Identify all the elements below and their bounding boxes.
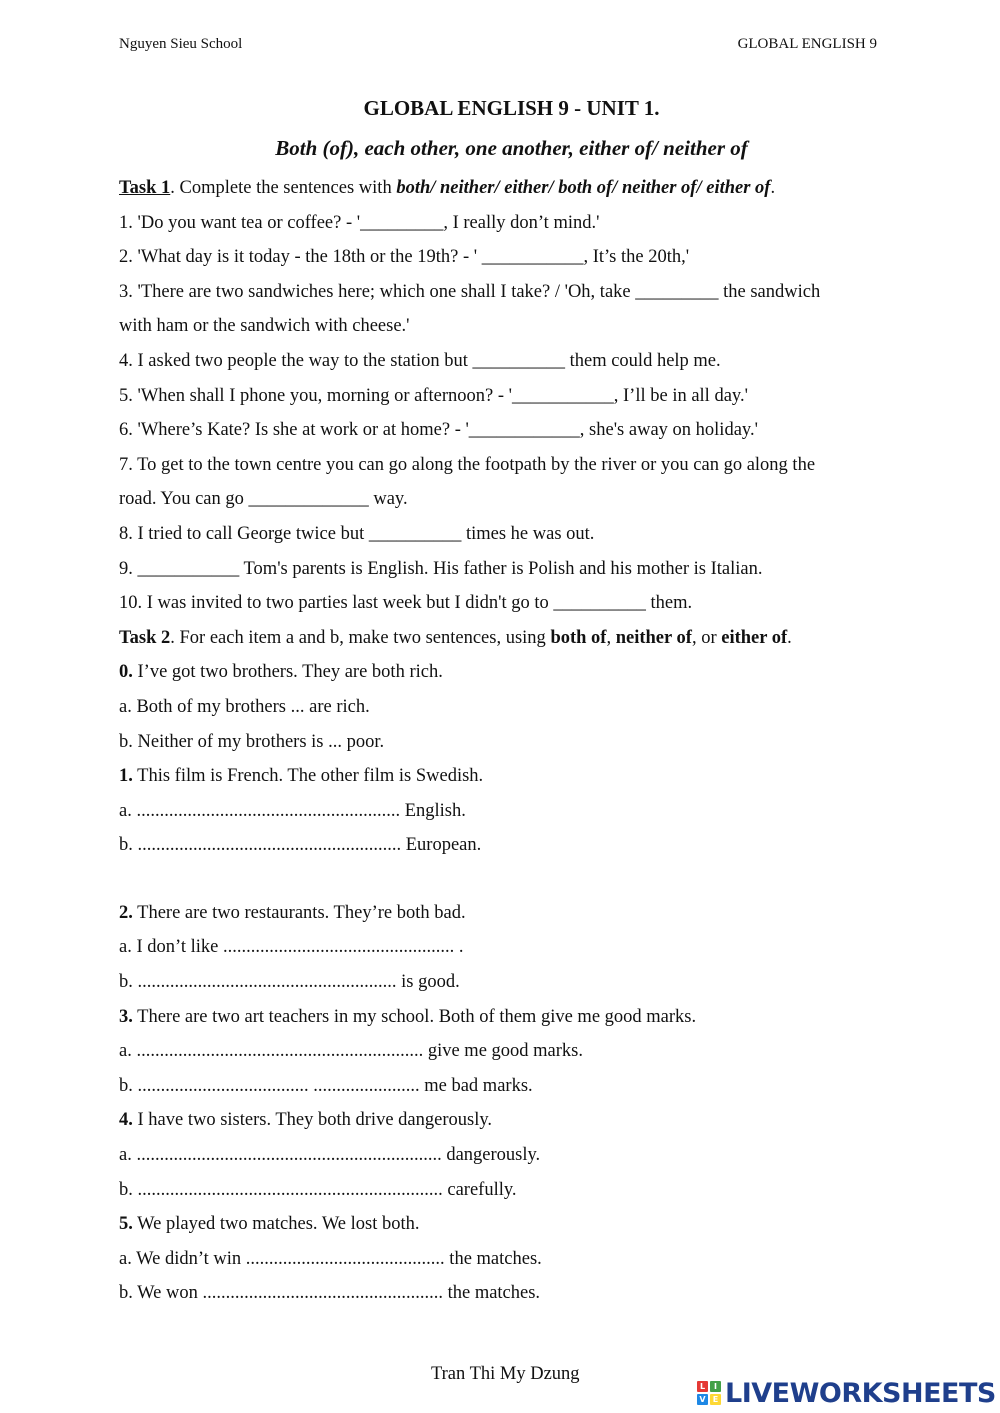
logo-tile: E [710, 1394, 721, 1405]
task2-answer-b: b. ......................................................... European. [119, 835, 482, 856]
task1-item: 10. I was invited to two parties last week but I didn't go to __________ them. [119, 593, 693, 614]
logo-tile: L [697, 1381, 708, 1392]
footer-author: Tran Thi My Dzung [431, 1364, 580, 1384]
task1-item: with ham or the sandwich with cheese.' [119, 316, 410, 337]
header-course: GLOBAL ENGLISH 9 [737, 36, 877, 52]
task2-answer-a: a. Both of my brothers ... are rich. [119, 696, 370, 717]
task1-item: 8. I tried to call George twice but __________ times he was out. [119, 523, 595, 544]
logo-tile: V [697, 1394, 708, 1405]
logo-tile: I [710, 1381, 721, 1392]
task2-prompt: 5. We played two matches. We lost both. [119, 1214, 420, 1235]
worksheet-content [119, 173, 889, 1313]
spacer [119, 865, 889, 898]
task2-answer-a: a. .............................................................. give me good marks. [119, 1041, 583, 1062]
task2-answer-b: b. .................................................................. carefully. [119, 1179, 517, 1200]
task2-prompt: 2. There are two restaurants. They’re both bad. [119, 902, 466, 923]
task1-item: 7. To get to the town centre you can go along the footpath by the river or you can go along the [119, 454, 816, 475]
brand-name: LIVEWORKSHEETS [725, 1377, 996, 1409]
page-title: GLOBAL ENGLISH 9 - UNIT 1. [363, 96, 660, 120]
header-school: Nguyen Sieu School [119, 36, 243, 52]
task2-answer-b: b. Neither of my brothers is ... poor. [119, 731, 385, 752]
task2-instruction: Task 2. For each item a and b, make two sentences, using both of, neither of, or either of. [119, 627, 792, 648]
task2-answer-a: a. I don’t like .................................................. . [119, 937, 464, 958]
task2-answer-a: a. .................................................................. dangerously. [119, 1145, 541, 1166]
task1-item: 5. 'When shall I phone you, morning or afternoon? - '___________, I’ll be in all day.' [119, 385, 748, 406]
task1-item: road. You can go _____________ way. [119, 489, 408, 510]
task1-item: 3. 'There are two sandwiches here; which one shall I take? / 'Oh, take _________ the sandwich [119, 281, 821, 302]
task2-prompt: 3. There are two art teachers in my school. Both of them give me good marks. [119, 1006, 697, 1027]
liveworksheets-icon [697, 1381, 721, 1405]
task1-word-bank: both/ neither/ either/ both of/ neither of/ either of [396, 178, 771, 198]
task1-item: 1. 'Do you want tea or coffee? - '_________, I really don’t mind.' [119, 212, 600, 233]
task2-prompt: 1. This film is French. The other film is Swedish. [119, 766, 484, 787]
page-subtitle: Both (of), each other, one another, either of/ neither of [275, 136, 748, 160]
task1-item: 9. ___________ Tom's parents is English. His father is Polish and his mother is Italian. [119, 558, 763, 579]
liveworksheets-logo [697, 1373, 996, 1413]
task2-answer-a: a. ......................................................... English. [119, 800, 466, 821]
task1-label: Task 1 [119, 178, 171, 198]
task2-prompt: 0. I’ve got two brothers. They are both rich. [119, 662, 443, 683]
task1-item: 6. 'Where’s Kate? Is she at work or at home? - '____________, she's away on holiday.' [119, 420, 758, 441]
task2-answer-b: b. We won .................................................... the matches. [119, 1283, 541, 1304]
task1-instruction: Task 1. Complete the sentences with both/ neither/ either/ both of/ neither of/ either of. [119, 178, 776, 198]
task2-answer-a: a. We didn’t win ........................................... the matches. [119, 1248, 542, 1269]
task2-prompt: 4. I have two sisters. They both drive dangerously. [119, 1110, 493, 1131]
task2-answer-b: b. ..................................... ....................... me bad marks. [119, 1075, 533, 1096]
task1-item: 4. I asked two people the way to the station but __________ them could help me. [119, 350, 721, 371]
task2-label: Task 2 [119, 627, 171, 648]
task1-item: 2. 'What day is it today - the 18th or the 19th? - ' ___________, It’s the 20th,' [119, 247, 690, 268]
task2-answer-b: b. ........................................................ is good. [119, 972, 460, 993]
